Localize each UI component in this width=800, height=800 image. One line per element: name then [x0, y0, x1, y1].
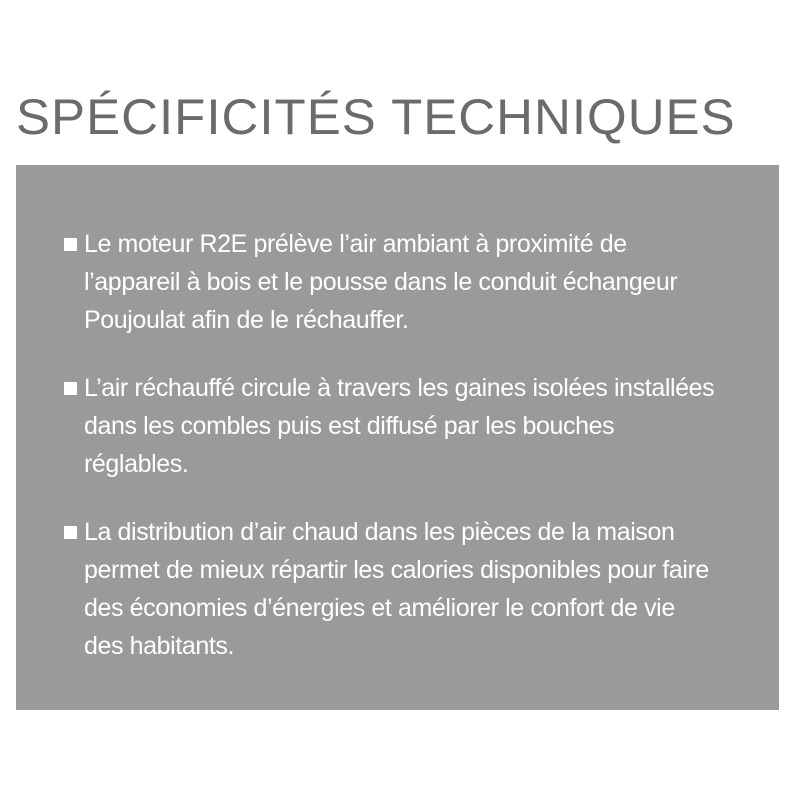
specs-list	[64, 225, 764, 695]
item-line: Le moteur R2E prélève l’air ambiant à proximité de	[84, 230, 627, 258]
item-line: L’air réchauffé circule à travers les gaines isolées installées	[84, 374, 715, 402]
square-bullet-icon	[64, 382, 77, 395]
list-item	[64, 513, 764, 665]
list-item	[64, 225, 764, 339]
page-title: SPÉCIFICITÉS TECHNIQUES	[16, 89, 736, 145]
item-line: permet de mieux répartir les calories disponibles pour faire	[84, 556, 709, 584]
item-line: dans les combles puis est diffusé par les bouches	[84, 412, 615, 440]
item-line: l’appareil à bois et le pousse dans le conduit échangeur	[84, 268, 678, 296]
item-line: Poujoulat afin de le réchauffer.	[84, 306, 409, 334]
item-line: La distribution d’air chaud dans les pièces de la maison	[84, 518, 675, 546]
square-bullet-icon	[64, 526, 77, 539]
item-line: des habitants.	[84, 632, 235, 660]
item-line: réglables.	[84, 450, 189, 478]
item-line: des économies d’énergies et améliorer le confort de vie	[84, 594, 675, 622]
list-item	[64, 369, 764, 483]
square-bullet-icon	[64, 238, 77, 251]
specs-panel	[16, 165, 779, 710]
